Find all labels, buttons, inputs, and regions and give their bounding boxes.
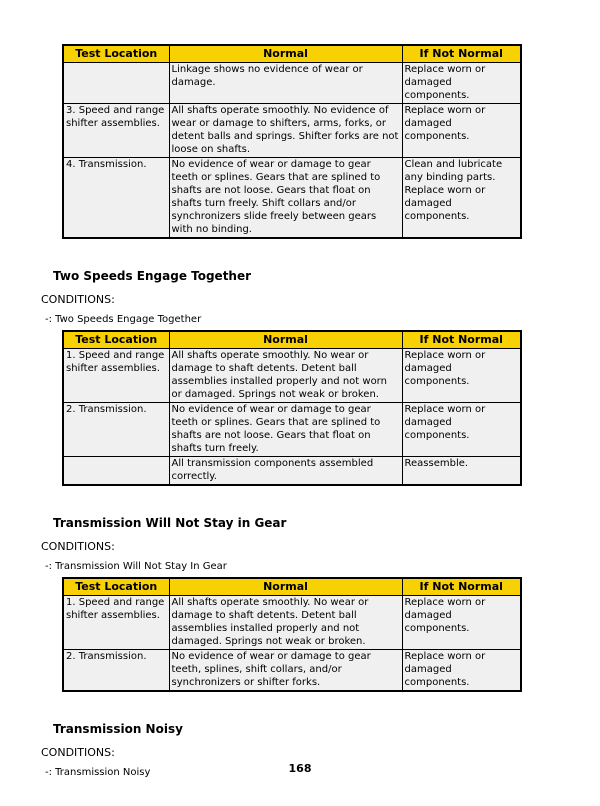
conditions-label: CONDITIONS: xyxy=(41,293,115,306)
column-header-test-location: Test Location xyxy=(63,331,169,349)
table-row xyxy=(63,158,521,239)
table-row xyxy=(63,349,521,403)
table-header-row xyxy=(63,45,521,63)
troubleshooting-table-will-not-stay-in-gear xyxy=(62,577,522,692)
cell-if-not-normal: Replace worn or damaged components. xyxy=(402,349,521,403)
section-heading-transmission-noisy: Transmission Noisy xyxy=(53,722,183,736)
condition-item: -: Two Speeds Engage Together xyxy=(45,314,202,325)
section-heading-two-speeds-engage-together: Two Speeds Engage Together xyxy=(53,269,252,283)
cell-if-not-normal: Replace worn or damaged components. xyxy=(402,596,521,650)
condition-item: -: Transmission Noisy xyxy=(45,767,151,778)
column-header-if-not-normal: If Not Normal xyxy=(402,578,521,596)
column-header-if-not-normal: If Not Normal xyxy=(402,45,521,63)
column-header-if-not-normal: If Not Normal xyxy=(402,331,521,349)
cell-normal: No evidence of wear or damage to gear teeth, splines, shift collars, and/or synchronizers or shifter forks. xyxy=(169,650,402,692)
table-row xyxy=(63,403,521,457)
table-header-row xyxy=(63,578,521,596)
cell-if-not-normal: Replace worn or damaged components. xyxy=(402,63,521,104)
table-row xyxy=(63,63,521,104)
cell-if-not-normal: Replace worn or damaged components. xyxy=(402,104,521,158)
cell-if-not-normal: Clean and lubricate any binding parts. Replace worn or damaged components. xyxy=(402,158,521,239)
column-header-normal: Normal xyxy=(169,578,402,596)
cell-if-not-normal: Replace worn or damaged components. xyxy=(402,403,521,457)
troubleshooting-table-two-speeds xyxy=(62,330,522,486)
cell-if-not-normal: Replace worn or damaged components. xyxy=(402,650,521,692)
cell-test-location xyxy=(63,457,169,486)
table-header-row xyxy=(63,331,521,349)
column-header-normal: Normal xyxy=(169,331,402,349)
cell-normal: All shafts operate smoothly. No wear or damage to shaft detents. Detent ball assemblies installed properly and not damaged. Springs not weak or broken. xyxy=(169,596,402,650)
column-header-test-location: Test Location xyxy=(63,578,169,596)
table-row xyxy=(63,104,521,158)
cell-test-location: 1. Speed and range shifter assemblies. xyxy=(63,349,169,403)
condition-item: -: Transmission Will Not Stay In Gear xyxy=(45,561,227,572)
table-row xyxy=(63,457,521,486)
cell-test-location: 1. Speed and range shifter assemblies. xyxy=(63,596,169,650)
cell-normal: No evidence of wear or damage to gear teeth or splines. Gears that are splined to shafts are not loose. Gears that float on shafts turn freely. xyxy=(169,403,402,457)
cell-normal: All shafts operate smoothly. No wear or damage to shaft detents. Detent ball assemblies installed properly and not worn or damaged. Springs not weak or broken. xyxy=(169,349,402,403)
conditions-label: CONDITIONS: xyxy=(41,746,115,759)
cell-normal: No evidence of wear or damage to gear teeth or splines. Gears that are splined to shafts are not loose. Gears that float on shafts turn freely. Shift collars and/or synchronizers slide freely between gears with no binding. xyxy=(169,158,402,239)
conditions-label: CONDITIONS: xyxy=(41,540,115,553)
cell-normal: All shafts operate smoothly. No evidence of wear or damage to shifters, arms, forks, or detent balls and springs. Shifter forks are not loose on shafts. xyxy=(169,104,402,158)
cell-test-location: 4. Transmission. xyxy=(63,158,169,239)
table-row xyxy=(63,650,521,692)
cell-normal: Linkage shows no evidence of wear or damage. xyxy=(169,63,402,104)
page-number: 168 xyxy=(288,762,312,775)
cell-test-location: 2. Transmission. xyxy=(63,403,169,457)
cell-test-location xyxy=(63,63,169,104)
table-row xyxy=(63,596,521,650)
cell-test-location: 2. Transmission. xyxy=(63,650,169,692)
column-header-test-location: Test Location xyxy=(63,45,169,63)
column-header-normal: Normal xyxy=(169,45,402,63)
cell-if-not-normal: Reassemble. xyxy=(402,457,521,486)
section-heading-transmission-will-not-stay-in-gear: Transmission Will Not Stay in Gear xyxy=(53,516,287,530)
troubleshooting-table-continuation xyxy=(62,44,522,239)
cell-normal: All transmission components assembled correctly. xyxy=(169,457,402,486)
cell-test-location: 3. Speed and range shifter assemblies. xyxy=(63,104,169,158)
